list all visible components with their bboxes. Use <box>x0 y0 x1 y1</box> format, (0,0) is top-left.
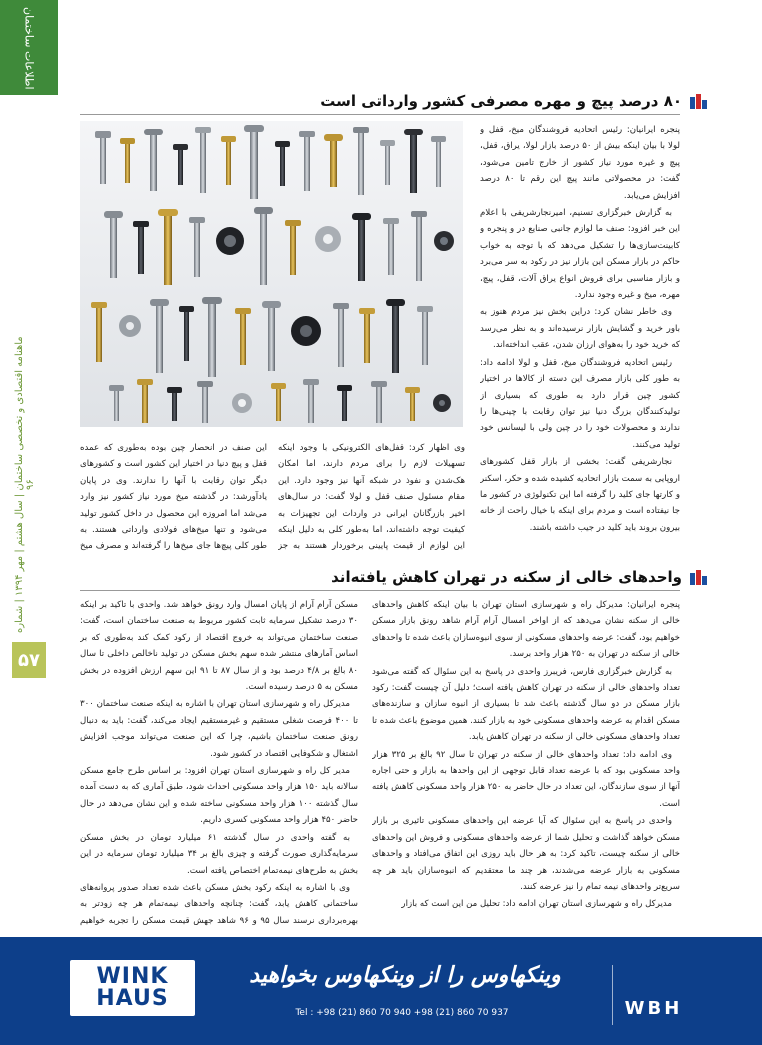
article1-column-left <box>80 440 267 552</box>
paragraph: رئیس اتحادیه فروشندگان میخ، قفل و لولا ادامه داد: به طور کلی بازار مصرف این دسته از کالاها در اختیار کشور چین قرار دارد به طوری که بسیاری از تولیدکنندگان بزرگ دنیا نیز توان رقابت با چینی‌ها را ندارند و محصولات خود را در چین ولی با لیسانس خود تولید می‌کنند. <box>480 357 680 450</box>
ad-slogan: وینکهاوس را از وینکهاوس بخواهید <box>249 962 561 988</box>
winkhaus-logo <box>70 960 195 1016</box>
paragraph: این صنف در انحصار چین بوده به‌طوری که عمده قفل و پیچ دنیا در اختیار این کشور است و کشورهای دیگر توان رقابت با آنها را ندارند. وی در پایان یادآورشد: در گذشته میخ مورد نیاز کشور نیز وارد می‌شد اما امروزه این محصول در داخل کشور تولید می‌شود و تنها میخ‌های فولادی وارداتی هستند. به طور کلی پیچ‌ها جای میخ‌ها را گرفته‌اند و مصرف میخ <box>80 443 267 552</box>
bar-chart-icon <box>690 569 707 585</box>
headline-rule <box>80 114 680 115</box>
article2-column-right <box>372 597 680 927</box>
paragraph: وی با اشاره به اینکه رکود بخش مسکن باعث شده تعداد صدور پروانه‌های ساختمانی کاهش یابد، گفت: چنانچه واحدهای نیمه‌تمام هر چه زودتر به بهره‌برداری نرسند سال ۹۵ و ۹۶ شاهد جهش قیمت مسکن را تجربه خواهیم <box>80 882 358 926</box>
paragraph: وی ادامه داد: تعداد واحدهای خالی از سکنه در تهران تا سال ۹۲ بالغ بر ۳۲۵ هزار واحد مسکونی بود که با عرضه تعداد قابل توجهی از این واحدها به بازار و حتی اجاره آنها از سوی سازندگان، این تعداد در حال حاضر به ۲۵۰ هزار واحد مسکونی کاهش یافته است. <box>372 749 680 809</box>
paragraph: مسکن آرام آرام از پایان امسال وارد رونق خواهد شد. واحدی با تاکید بر اینکه ۳۰ درصد تشکیل سرمایه ثابت کشور مربوط به صنعت ساختمان است، گفت: صنعت ساختمان می‌تواند به خروج اقتصاد از رکود کمک کند به‌طوری که بر اساس آمارهای منتشر شده سهم بخش مسکن در تولید ناخالص داخلی تا سال ۸۰ بالغ بر ۴/۸ درصد بود و از سال ۸۷ تا ۹۱ این سهم ارزش افزوده در بخش مسکن به ۵ درصد رسیده است. <box>80 600 358 693</box>
bar-chart-icon <box>690 93 707 109</box>
ad-phone: Tel : +98 (21) 860 70 940 +98 (21) 860 70 937 <box>295 1008 509 1018</box>
paragraph: مدیر کل راه و شهرسازی استان تهران افزود: بر اساس طرح جامع مسکن سالانه باید ۱۵۰ هزار واحد مسکونی احداث شود، طبق آماری که به دست آمده سال گذشته ۱۰۰ هزار واحد مسکونی ساخته شده و این نشان می‌دهد در حال حاضر ۴۵۰ هزار واحد مسکونی کسری داریم. <box>80 766 358 826</box>
paragraph: مدیرکل راه و شهرسازی استان تهران با اشاره به اینکه صنعت ساختمان ۳۰۰ تا ۴۰۰ فرصت شغلی مستقیم و غیرمستقیم ایجاد می‌کند، گفت: باید به دنبال رونق صنعت ساختمان باشیم، چرا که این صنعت می‌تواند موجب افزایش اشتغال و شکوفایی اقتصاد در کشور شود. <box>80 699 358 759</box>
paragraph: پنجره ایرانیان: مدیرکل راه و شهرسازی استان تهران با بیان اینکه کاهش واحدهای خالی از سکنه نشان می‌دهد که از اواخر امسال آرام آرام شاهد رونق بازار مسکن خواهیم بود، گفت: عرضه واحدهای مسکونی از سوی انبوه‌سازان باعث شده تا واحدهای خالی از سکنه در تهران به ۲۵۰ هزار واحد برسد. <box>372 600 680 660</box>
article2-column-left <box>80 597 358 927</box>
section-tab-label: اطلاعات ساختمان <box>22 6 36 90</box>
section-tab <box>0 0 58 95</box>
paragraph: وی اظهار کرد: قفل‌های الکترونیکی با وجود اینکه تسهیلات لازم را برای مردم دارند، اما امکان هک‌شدن و نفوذ در شبکه آنها نیز وجود دارد. این مقام مسئول صنف قفل و لولا گفت: در سال‌های اخیر بازرگانان ایرانی در واردات این تجهیزات به کیفیت توجه داشته‌اند، اما به‌طور کلی به دلیل اینکه این لوازم از قیمت پایینی برخوردار هستند به جز <box>278 443 465 552</box>
article1-column-right <box>480 122 680 552</box>
article2-title: واحدهای خالی از سکنه در تهران کاهش یافته‌اند <box>331 568 682 586</box>
paragraph: واحدی در پاسخ به این سئوال که آیا عرضه این واحدهای مسکونی تاثیری بر بازار مسکن خواهد گذاشت و تحلیل شما از عرضه واحدهای مسکونی و فروش این واحدهای خالی از سکنه چیست، تاکید کرد: به هر حال باید روزی این اتفاق می‌افتاد و واحدهای مسکونی به بازار عرضه می‌شدند، هر چند ما معتقدیم که انبوه‌سازان باید هر چه سریع‌تر واحدهای نیمه تمام را نیز عرضه کنند. <box>372 816 680 892</box>
paragraph: مدیرکل راه و شهرسازی استان تهران ادامه داد: تحلیل من این است که بازار <box>401 899 672 910</box>
screws-photo <box>80 121 463 427</box>
headline-rule <box>80 590 680 591</box>
article1-column-middle <box>278 440 465 552</box>
paragraph: نجارشریفی گفت: بخشی از بازار قفل کشورهای اروپایی به سمت بازار اتحادیه کشیده شده و حکر، اسکنر و کارتها جای کلید را گرفته اما این تکنولوژی در کشور ما جا نیفتاده است و مردم برای اینکه با خیال راحت از خانه بیرون بروند باید کلید در جیب داشته باشند. <box>480 457 680 533</box>
page-number: ۵۷ <box>12 642 46 678</box>
article1-headline <box>320 92 707 110</box>
magazine-info-strip: ماهنامه اقتصادی و تخصصی ساختمان | سال هشتم | مهر ۱۳۹۴ | شماره ۹۶ <box>14 336 36 634</box>
paragraph: پنجره ایرانیان: رئیس اتحادیه فروشندگان میخ، قفل و لولا با بیان اینکه بیش از ۵۰ درصد بازار لولا، یراق، قفل، پیچ و غیره مورد نیاز کشور از خارج تامین می‌شود، گفت: در محصولاتی مانند پیچ این رقم تا ۸۰ درصد افزایش می‌یابد. <box>480 125 680 201</box>
paragraph: به گزارش خبرگزاری تسنیم، امیرنجارشریفی با اعلام این خبر افزود: صنف ما لوازم جانبی صنایع در و پنجره و کابینت‌سازی‌ها را تشکیل می‌دهد که با توجه به خواب حاکم در بازار مسکن این بازار نیز در رکود به سر می‌برد و بازار مناسبی برای فروش انواع یراق آلات، قفل، پیچ، مهره، میخ و غیره وجود ندارد. <box>480 208 680 301</box>
wbh-logo: WBH <box>612 965 694 1025</box>
paragraph: به گزارش خبرگزاری فارس، فریبرز واحدی در پاسخ به این سئوال که گفته می‌شود تعداد واحدهای خالی از سکنه در تهران کاهش یافته است؛ دلیل آن چیست گفت: رکود بازار مسکن در دو سال گذشته باعث شد تا بسیاری از انبوه سازان و سازنده‌های مسکن اقدام به عرضه واحدهای مسکونی خود به بازار کنند. همین موضوع باعث شده تا تعداد واحدهای مسکونی خالی از سکنه در تهران کاهش یابد. <box>372 666 680 743</box>
paragraph: وی خاطر نشان کرد: دراین بخش نیز مردم هنوز به باور خرید و گشایش بازار نرسیده‌اند و به نظر می‌رسد که خرید خود را به‌هوای ارزان شدن، عقب انداخته‌اند. <box>480 307 680 351</box>
article1-title: ۸۰ درصد پیچ و مهره مصرفی کشور وارداتی است <box>320 92 682 110</box>
paragraph: به گفته واحدی در سال گذشته ۶۱ میلیارد تومان در بخش مسکن سرمایه‌گذاری صورت گرفته و چیزی بالغ بر ۳۴ میلیارد تومان سرمایه در این بخش به طرح‌های نیمه‌تمام اختصاص یافته است. <box>80 832 358 876</box>
article2-headline <box>331 568 707 586</box>
logo-line-1: WINK <box>96 964 169 989</box>
logo-line-2: HAUS <box>96 986 169 1011</box>
